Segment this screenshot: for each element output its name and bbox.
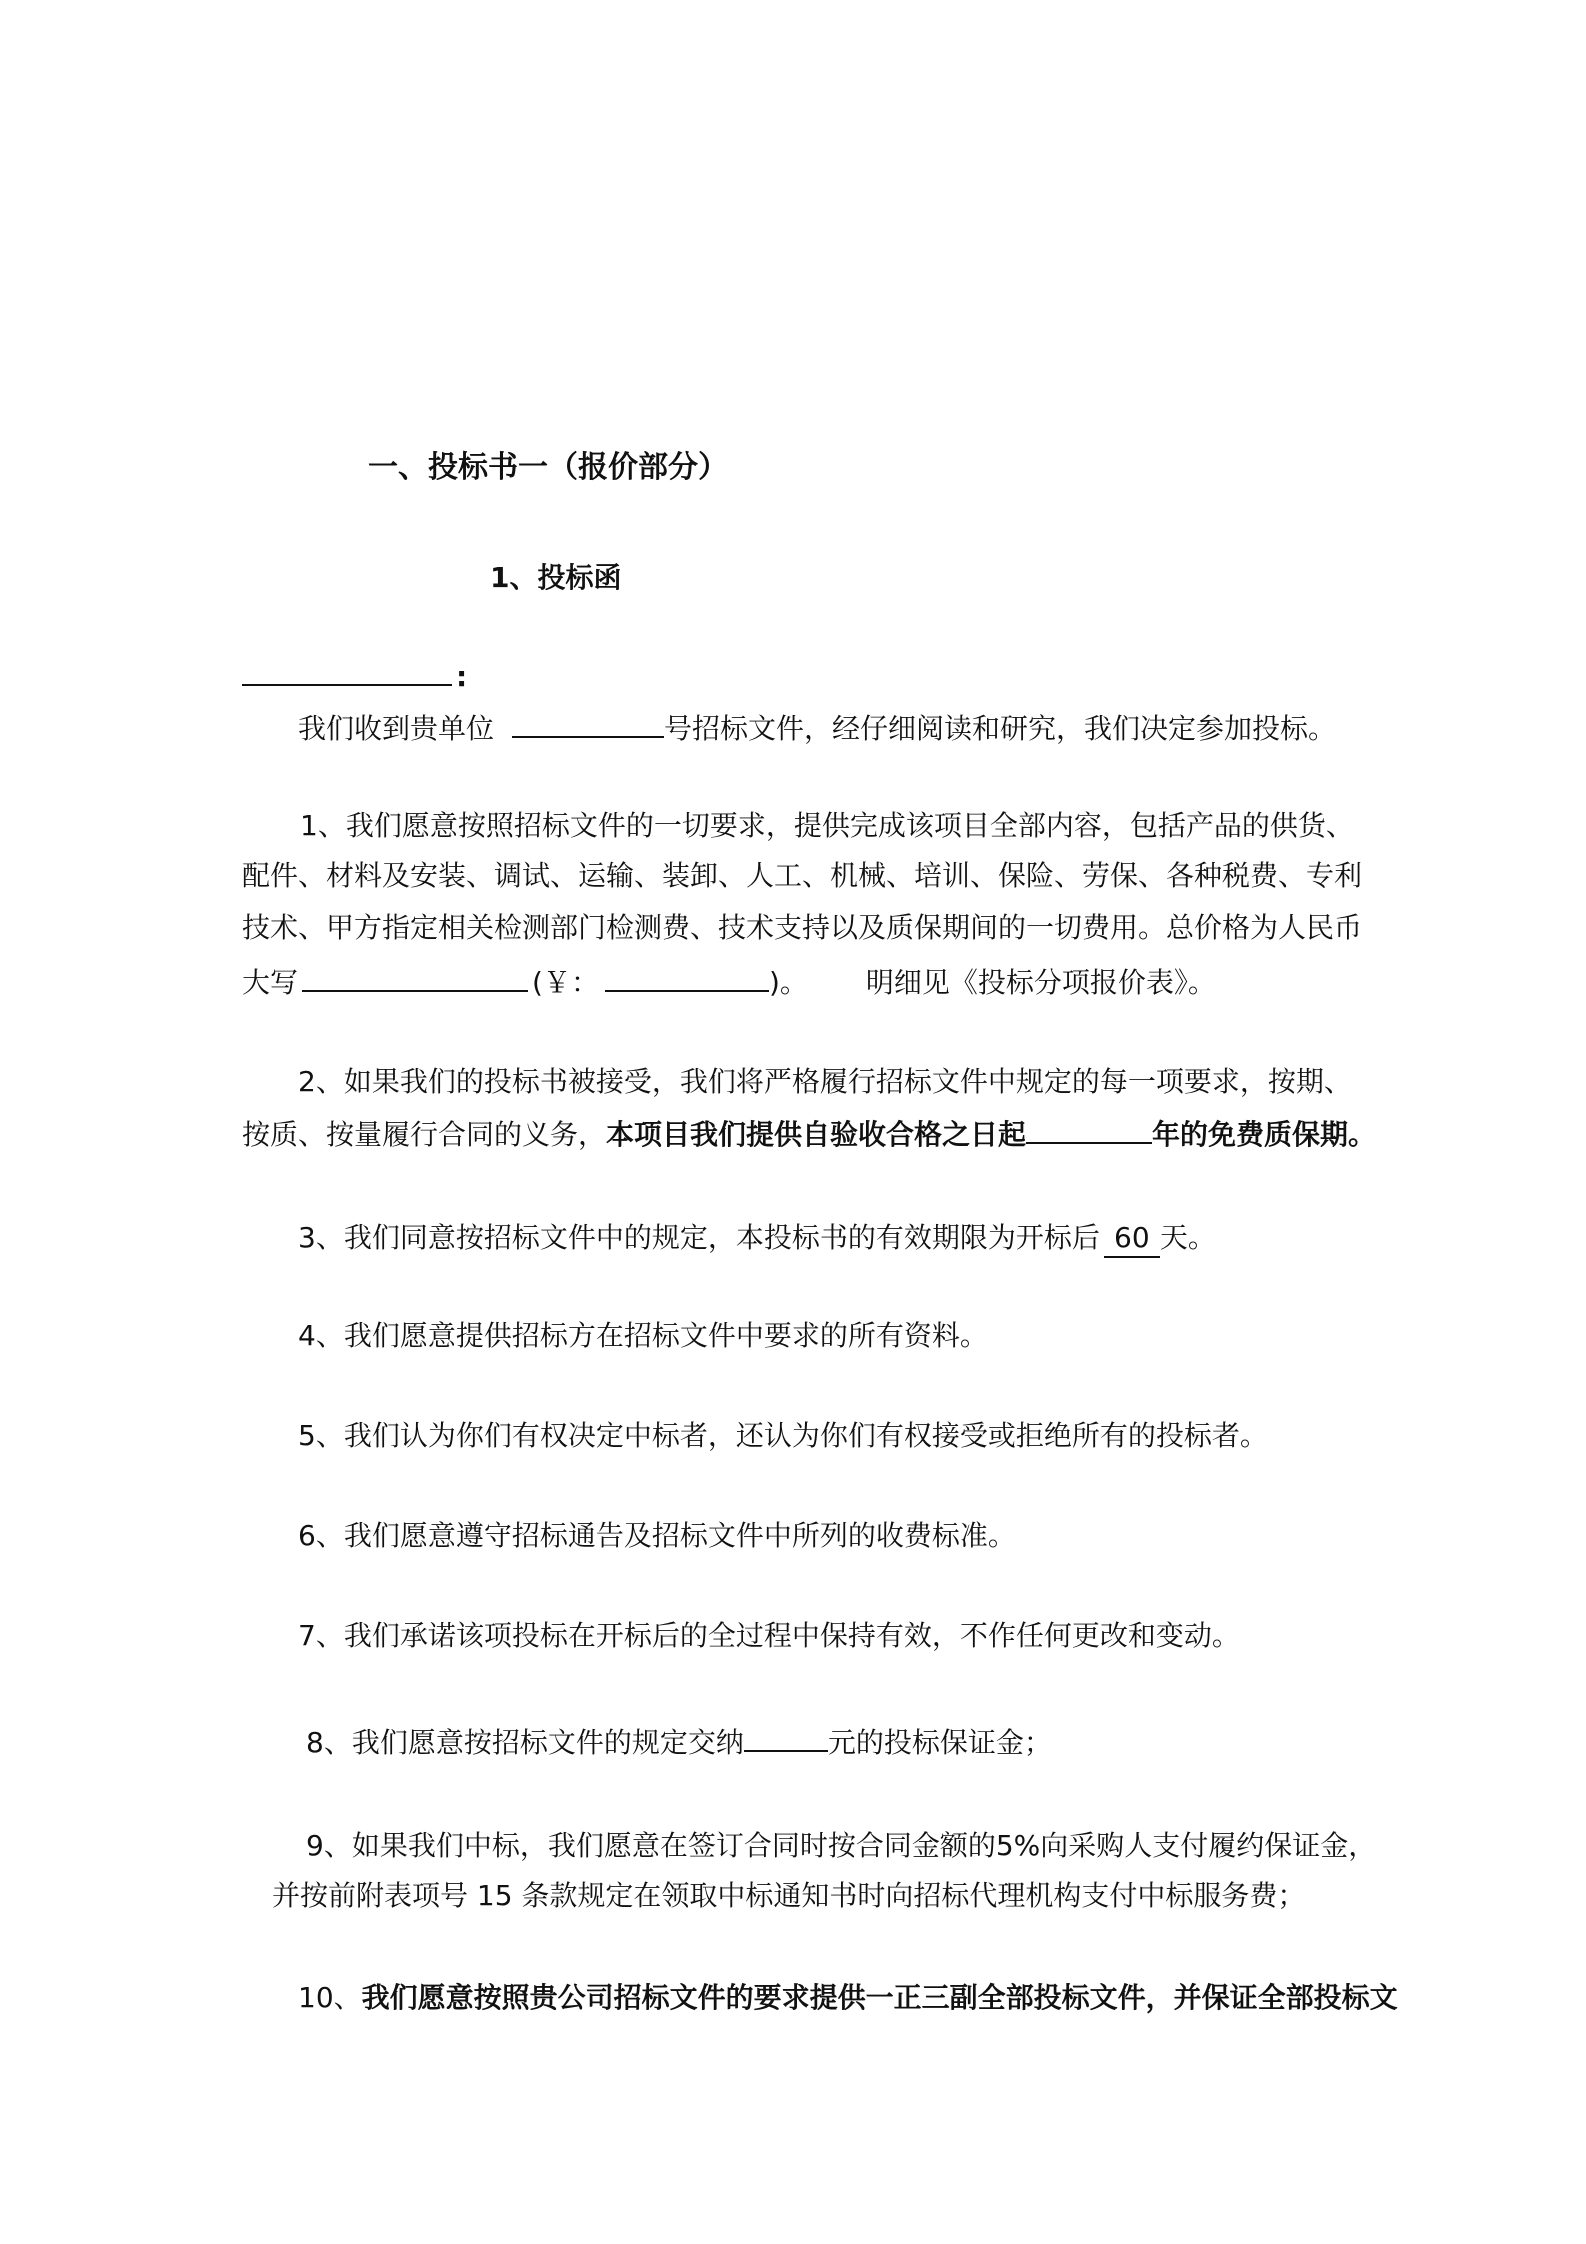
item3-text-before: 3、我们同意按招标文件中的规定，本投标书的有效期限为开标后 [298, 1221, 1100, 1254]
item2-text-c: 年的免费质保期。 [1152, 1118, 1377, 1151]
addressee-colon: : [456, 660, 468, 693]
item6-line: 6、我们愿意遵守招标通告及招标文件中所列的收费标准。 [298, 1519, 1016, 1552]
intro-line [298, 708, 1336, 749]
item8-line [306, 1722, 1052, 1763]
validity-days-blank: 60 [1104, 1220, 1160, 1258]
item9-line1: 9、如果我们中标，我们愿意在签订合同时按合同金额的5%向采购人支付履约保证金， [306, 1829, 1377, 1862]
warranty-years-blank [1026, 1114, 1152, 1144]
item2-line2 [242, 1114, 1376, 1155]
item1-uppercase-label: 大写 [242, 966, 299, 999]
item3-line [298, 1218, 1216, 1258]
item5-line: 5、我们认为你们有权决定中标者，还认为你们有权接受或拒绝所有的投标者。 [298, 1419, 1268, 1452]
item1-detail-ref: 明细见《投标分项报价表》。 [865, 966, 1216, 999]
item7-line: 7、我们承诺该项投标在开标后的全过程中保持有效，不作任何更改和变动。 [298, 1619, 1240, 1652]
intro-text-after: 号招标文件，经仔细阅读和研究，我们决定参加投标。 [664, 712, 1337, 745]
price-number-blank [605, 962, 769, 992]
item1-line1: 1、我们愿意按照招标文件的一切要求，提供完成该项目全部内容，包括产品的供货、 [300, 809, 1354, 842]
item1-line2: 配件、材料及安装、调试、运输、装卸、人工、机械、培训、保险、劳保、各种税费、专利 [242, 859, 1363, 892]
item4-line: 4、我们愿意提供招标方在招标文件中要求的所有资料。 [298, 1319, 988, 1352]
bid-bond-blank [744, 1722, 828, 1752]
item10-text: 我们愿意按照贵公司招标文件的要求提供一正三副全部投标文件，并保证全部投标文 [361, 1981, 1398, 2014]
item1-line4 [242, 962, 1216, 1003]
item1-yen-label: (￥： [532, 966, 599, 999]
item10-number: 10、 [298, 1981, 362, 2014]
intro-text-before: 我们收到贵单位 [298, 712, 495, 745]
item8-text-after: 元的投标保证金； [827, 1726, 1052, 1759]
tender-number-blank [512, 708, 664, 738]
item10-line [298, 1978, 1398, 2018]
addressee-line [242, 656, 467, 697]
section-title: 一、投标书一（报价部分） [368, 450, 728, 485]
item2-line1: 2、如果我们的投标书被接受，我们将严格履行招标文件中规定的每一项要求，按期、 [298, 1065, 1352, 1098]
item8-text-before: 8、我们愿意按招标文件的规定交纳 [306, 1726, 744, 1759]
item9-line2: 并按前附表项号 15 条款规定在领取中标通知书时向招标代理机构支付中标服务费； [272, 1879, 1306, 1912]
item3-text-after: 天。 [1159, 1221, 1216, 1254]
price-uppercase-blank [302, 962, 528, 992]
item2-text-b: 本项目我们提供自验收合格之日起 [606, 1118, 1027, 1151]
item1-line3: 技术、甲方指定相关检测部门检测费、技术支持以及质保期间的一切费用。总价格为人民币 [242, 911, 1363, 944]
subsection-title: 1、投标函 [490, 561, 622, 594]
addressee-blank [242, 656, 452, 686]
item1-close: )。 [768, 966, 808, 999]
item2-text-a: 按质、按量履行合同的义务， [242, 1118, 607, 1151]
